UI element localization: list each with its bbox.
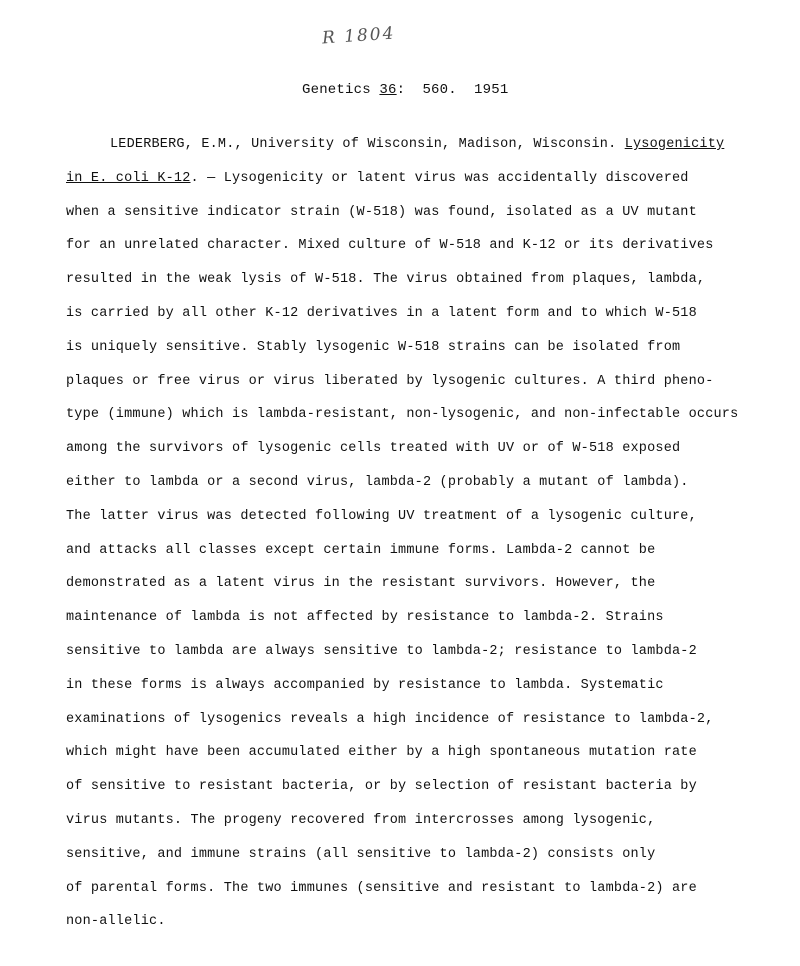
text-line xyxy=(66,567,766,601)
text-line xyxy=(66,905,766,939)
text-segment: for an unrelated character. Mixed culture of W-518 and K-12 or its derivatives xyxy=(66,238,714,254)
volume-number: 36 xyxy=(379,82,397,98)
text-segment: non-allelic. xyxy=(66,914,166,930)
text-line xyxy=(66,534,766,568)
text-segment: plaques or free virus or virus liberated by lysogenic cultures. A third pheno- xyxy=(66,373,714,389)
text-segment: is carried by all other K-12 derivatives in a latent form and to which W-518 xyxy=(66,305,697,321)
text-line xyxy=(66,770,766,804)
underlined-text: in E. coli K-12 xyxy=(66,170,191,186)
text-line xyxy=(66,196,766,230)
handwritten-reference-mark: R 1804 xyxy=(321,23,397,49)
text-line xyxy=(66,331,766,365)
text-segment: sensitive, and immune strains (all sensitive to lambda-2) consists only xyxy=(66,846,656,862)
text-segment: either to lambda or a second virus, lambda-2 (probably a mutant of lambda). xyxy=(66,474,689,490)
text-segment: of parental forms. The two immunes (sensitive and resistant to lambda-2) are xyxy=(66,880,697,896)
underlined-text: Lysogenicity xyxy=(624,137,725,152)
text-line xyxy=(66,229,766,263)
text-line xyxy=(66,635,766,669)
text-segment: in these forms is always accompanied by resistance to lambda. Systematic xyxy=(66,677,664,693)
text-segment: . — Lysogenicity or latent virus was accidentally discovered xyxy=(190,170,689,186)
text-segment: The latter virus was detected following UV treatment of a lysogenic culture, xyxy=(66,508,697,524)
text-line xyxy=(66,736,766,770)
text-line xyxy=(66,365,766,399)
text-line xyxy=(66,162,766,196)
text-line xyxy=(66,432,766,466)
text-line xyxy=(66,263,766,297)
text-segment: when a sensitive indicator strain (W-518) was found, isolated as a UV mutant xyxy=(66,204,697,220)
text-line xyxy=(66,297,766,331)
page-number: 560. xyxy=(422,82,457,98)
text-line xyxy=(66,601,766,635)
text-segment: demonstrated as a latent virus in the resistant survivors. However, the xyxy=(66,576,656,592)
text-line xyxy=(66,466,766,500)
text-segment: virus mutants. The progeny recovered from intercrosses among lysogenic, xyxy=(66,812,656,828)
text-segment: type (immune) which is lambda-resistant, non-lysogenic, and non-infectable occurs xyxy=(66,407,739,423)
text-line xyxy=(66,838,766,872)
text-line xyxy=(66,804,766,838)
text-line xyxy=(66,872,766,906)
citation-line: Genetics 36: 560. 1951 xyxy=(302,82,509,98)
text-line xyxy=(66,398,766,432)
text-line xyxy=(66,500,766,534)
text-segment: resulted in the weak lysis of W-518. The virus obtained from plaques, lambda, xyxy=(66,272,706,288)
text-segment: LEDERBERG, E.M., University of Wisconsin, Madison, Wisconsin. xyxy=(110,137,625,152)
text-line xyxy=(66,703,766,737)
text-segment: and attacks all classes except certain immune forms. Lambda-2 cannot be xyxy=(66,542,656,558)
journal-name: Genetics xyxy=(302,82,371,98)
text-line xyxy=(66,128,766,162)
abstract-body xyxy=(66,128,766,939)
text-line xyxy=(66,669,766,703)
text-segment: maintenance of lambda is not affected by resistance to lambda-2. Strains xyxy=(66,610,664,626)
text-segment: which might have been accumulated either by a high spontaneous mutation rate xyxy=(66,745,697,761)
text-segment: is uniquely sensitive. Stably lysogenic W-518 strains can be isolated from xyxy=(66,339,681,355)
text-segment: of sensitive to resistant bacteria, or by selection of resistant bacteria by xyxy=(66,779,697,795)
publication-year: 1951 xyxy=(474,82,509,98)
text-segment: among the survivors of lysogenic cells treated with UV or of W-518 exposed xyxy=(66,441,681,457)
text-segment: examinations of lysogenics reveals a high incidence of resistance to lambda-2, xyxy=(66,711,714,727)
text-segment: sensitive to lambda are always sensitive to lambda-2; resistance to lambda-2 xyxy=(66,643,697,659)
